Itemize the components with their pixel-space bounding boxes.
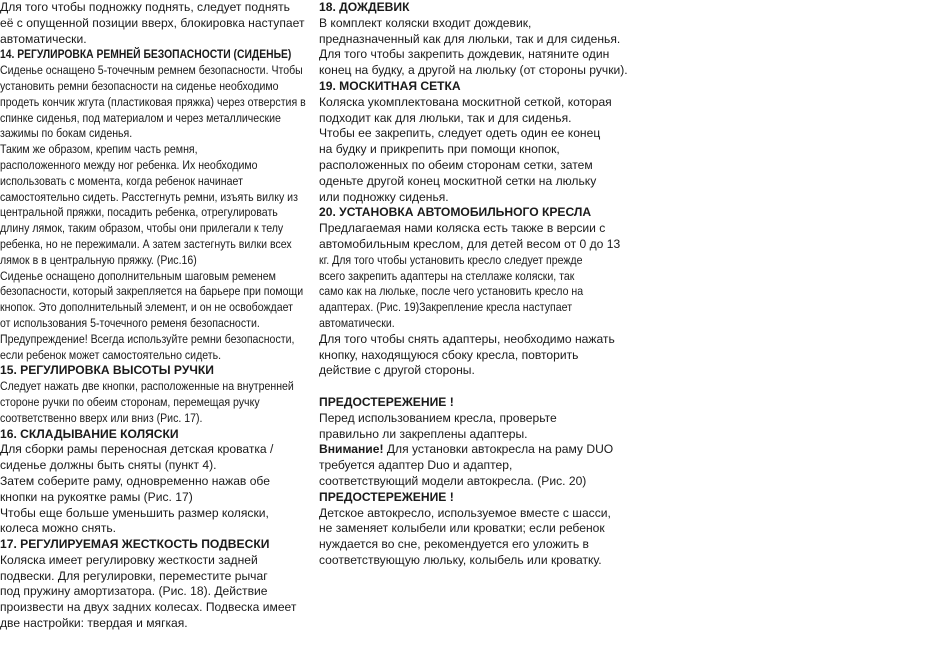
text-line: соответствующую люльку, колыбель или кроватку. xyxy=(319,552,602,567)
text-line: всего закрепить адаптеры на стеллаже коляски, так xyxy=(319,268,575,283)
text-line: Чтобы ее закрепить, следует одеть один ее конец xyxy=(319,126,601,141)
text-line: Детское автокресло, используемое вместе с шасси, xyxy=(319,505,611,520)
section-heading: 14. РЕГУЛИРОВКА РЕМНЕЙ БЕЗОПАСНОСТИ (СИДЕНЬЕ) xyxy=(0,47,292,62)
text-line: Перед использованием кресла, проверьте xyxy=(319,410,557,425)
text-line: Для того чтобы снять адаптеры, необходимо нажать xyxy=(319,331,615,346)
text-line: ребенка, но не пережимали. А затем застегнуть вилки всех xyxy=(0,236,292,251)
text-line: само как на люльке, после чего установить кресло на xyxy=(319,284,584,299)
text-line: соответствующий модели автокресла. (Рис. 20) xyxy=(319,473,587,488)
section-heading: 17. РЕГУЛИРУЕМАЯ ЖЕСТКОСТЬ ПОДВЕСКИ xyxy=(0,537,270,552)
text-line: автомобильным креслом, для детей весом от 0 до 13 xyxy=(319,236,621,251)
text-line: Коляска укомплектована москитной сеткой, которая xyxy=(319,94,612,109)
text-line: расположенных по обеим сторонам сетки, затем xyxy=(319,157,593,172)
warning-label: Внимание! xyxy=(319,442,384,457)
text-line: Предлагаемая нами коляска есть также в версии с xyxy=(319,221,606,236)
text-line: подвески. Для регулировки, переместите рычаг xyxy=(0,568,268,583)
text-line: длину лямок, таким образом, чтобы они прилегали к телу xyxy=(0,221,284,236)
blank-line xyxy=(319,379,639,395)
text-line: Затем соберите раму, одновременно нажав обе xyxy=(0,473,270,488)
text-line: автоматически. xyxy=(0,31,87,46)
text-line: адаптерах. (Рис. 19)Закрепление кресла наступает xyxy=(319,300,573,315)
text-line: кнопки на рукоятке рамы (Рис. 17) xyxy=(0,489,193,504)
text-line: под пружину амортизатора. (Рис. 18). Действие xyxy=(0,584,268,599)
text-line xyxy=(319,442,639,458)
text-line: соответственно вверх или вниз (Рис. 17). xyxy=(0,410,203,425)
text-line: на будку и прикрепить при помощи кнопок, xyxy=(319,142,560,157)
section-heading: ПРЕДОСТЕРЕЖЕНИЕ ! xyxy=(319,489,454,504)
text-line: произвести на двух задних колесах. Подвеска имеет xyxy=(0,600,297,615)
text-line: Чтобы еще больше уменьшить размер коляски, xyxy=(0,505,269,520)
text-line: действие с другой стороны. xyxy=(319,363,475,378)
text-line: Для сборки рамы переносная детская кроватка / xyxy=(0,442,274,457)
text-line: её с опущенной позиции вверх, блокировка наступает xyxy=(0,15,305,30)
section-heading: 19. МОСКИТНАЯ СЕТКА xyxy=(319,78,461,93)
text-line: автоматически. xyxy=(319,315,395,330)
text-line: В комплект коляски входит дождевик, xyxy=(319,15,532,30)
section-heading: 20. УСТАНОВКА АВТОМОБИЛЬНОГО КРЕСЛА xyxy=(319,205,592,220)
left-column xyxy=(0,0,305,632)
text-line: кнопку, находящуюся сбоку кресла, повторить xyxy=(319,347,579,362)
section-heading: 18. ДОЖДЕВИК xyxy=(319,0,410,14)
text-line: зажимы по бокам сиденья. xyxy=(0,126,133,141)
section-heading: 15. РЕГУЛИРОВКА ВЫСОТЫ РУЧКИ xyxy=(0,363,214,378)
text-line: Предупреждение! Всегда используйте ремни безопасности, xyxy=(0,331,295,346)
text-line: Следует нажать две кнопки, расположенные на внутренней xyxy=(0,379,294,394)
section-heading: 16. СКЛАДЫВАНИЕ КОЛЯСКИ xyxy=(0,426,179,441)
text-line: безопасности, который закрепляется на барьере при помощи xyxy=(0,284,304,299)
text-line: использовать с момента, когда ребенок начинает xyxy=(0,173,243,188)
text-line: Для того чтобы подножку поднять, следует поднять xyxy=(0,0,290,14)
text-line: две настройки: твердая и мягкая. xyxy=(0,616,188,631)
text-line: Для того чтобы закрепить дождевик, натяните один xyxy=(319,47,610,62)
text-line: требуется адаптер Duo и адаптер, xyxy=(319,458,513,473)
text-line: оденьте другой конец москитной сетки на люльку xyxy=(319,173,597,188)
text-line: предназначенный как для люльки, так и для сиденья. xyxy=(319,31,621,46)
right-column xyxy=(319,0,639,569)
text-line: спинке сиденья, под материалом и через металлические xyxy=(0,110,281,125)
section-heading: ПРЕДОСТЕРЕЖЕНИЕ ! xyxy=(319,394,454,409)
warning-text: Для установки автокресла на раму DUO xyxy=(383,442,614,457)
text-line: колеса можно снять. xyxy=(0,521,117,536)
text-line: подходит как для люльки, так и для сиденья. xyxy=(319,110,572,125)
text-line: от использования 5-точечного ременя безопасности. xyxy=(0,315,260,330)
text-line: не заменяет колыбели или кроватки; если ребенок xyxy=(319,521,605,536)
text-line: стороне ручки по обеим сторонам, перемещая ручку xyxy=(0,394,260,409)
text-line: установить ремни безопасности на сиденье необходимо xyxy=(0,78,279,93)
text-line: расположенного между ног ребенка. Их необходимо xyxy=(0,157,258,172)
text-line: Таким же образом, крепим часть ремня, xyxy=(0,142,198,157)
text-line: если ребенок может самостоятельно сидеть. xyxy=(0,347,222,362)
text-line: центральной пряжки, посадить ребенка, отрегулировать xyxy=(0,205,278,220)
text-line: Сиденье оснащено дополнительным шаговым ременем xyxy=(0,268,276,283)
text-line: самостоятельно сидеть. Расстегнуть ремни, изъять вилку из xyxy=(0,189,298,204)
text-line: кг. Для того чтобы установить кресло следует прежде xyxy=(319,252,583,267)
text-line: кнопок. Это дополнительный элемент, и он не освобождает xyxy=(0,300,293,315)
text-line: продеть кончик жгута (пластиковая пряжка) через отверстия в xyxy=(0,94,306,109)
text-line: конец на будку, а другой на люльку (от стороны ручки). xyxy=(319,63,628,78)
text-line: правильно ли закреплены адаптеры. xyxy=(319,426,528,441)
text-line: сиденье должны быть сняты (пункт 4). xyxy=(0,458,217,473)
text-line: Коляска имеет регулировку жесткости задней xyxy=(0,552,258,567)
text-line: или подножку сиденья. xyxy=(319,189,449,204)
text-line: нуждается во сне, рекомендуется его уложить в xyxy=(319,537,589,552)
text-line: лямок в в центральную пряжку. (Рис.16) xyxy=(0,252,197,267)
text-line: Сиденье оснащено 5-точечным ремнем безопасности. Чтобы xyxy=(0,63,303,78)
